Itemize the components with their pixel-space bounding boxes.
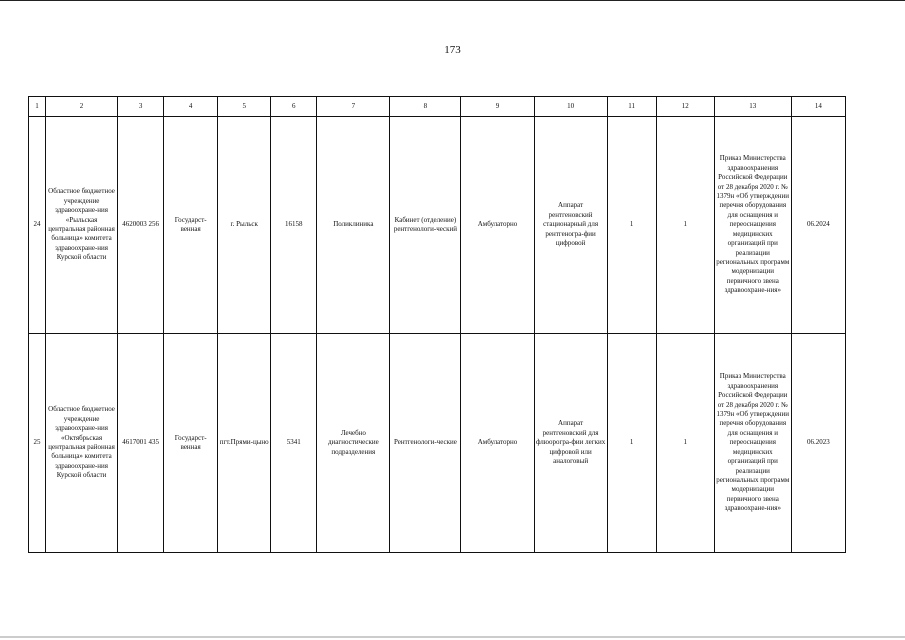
room-cell: Рентгенологи-ческие bbox=[390, 334, 461, 553]
settlement-cell: г. Рыльск bbox=[218, 117, 271, 334]
column-header: 14 bbox=[791, 97, 845, 117]
settlement-cell: пгт.Прями-цыно bbox=[218, 334, 271, 553]
column-header: 9 bbox=[461, 97, 534, 117]
care-type-cell: Амбулаторно bbox=[461, 334, 534, 553]
quantity-cell: 1 bbox=[656, 334, 714, 553]
date-cell: 06.2023 bbox=[791, 334, 845, 553]
inn-cell: 4620003 256 bbox=[118, 117, 164, 334]
date-cell: 06.2024 bbox=[791, 117, 845, 334]
page-number: 173 bbox=[444, 44, 461, 56]
basis-document-cell: Приказ Министерства здравоохранения Российской Федерации от 28 декабря 2020 г. № 1379н «Об утверждении перечня оборудования для оснащения и переоснащения медицинских организаций при реализации региональных программ модернизации первичного звена здравоохране-ния» bbox=[714, 334, 791, 553]
ownership-cell: Государст-венная bbox=[164, 117, 218, 334]
column-header: 4 bbox=[164, 97, 218, 117]
quantity-cell: 1 bbox=[607, 117, 656, 334]
population-cell: 5341 bbox=[271, 334, 317, 553]
ownership-cell: Государст-венная bbox=[164, 334, 218, 553]
column-header: 2 bbox=[46, 97, 118, 117]
column-header: 6 bbox=[271, 97, 317, 117]
population-cell: 16158 bbox=[271, 117, 317, 334]
quantity-cell: 1 bbox=[607, 334, 656, 553]
equipment-cell: Аппарат рентгеновский стационарный для рентгеногра-фии цифровой bbox=[534, 117, 607, 334]
column-header: 5 bbox=[218, 97, 271, 117]
basis-document-cell: Приказ Министерства здравоохранения Российской Федерации от 28 декабря 2020 г. № 1379н «Об утверждении перечня оборудования для оснащения и переоснащения медицинских организаций при реализации региональных программ модернизации первичного звена здравоохране-ния» bbox=[714, 117, 791, 334]
column-header: 1 bbox=[29, 97, 46, 117]
column-header: 10 bbox=[534, 97, 607, 117]
column-header: 7 bbox=[317, 97, 390, 117]
organization-cell: Областное бюджетное учреждение здравоохране-ния «Рыльская центральная районная больница» комитета здравоохране-ния Курской области bbox=[46, 117, 118, 334]
column-header: 11 bbox=[607, 97, 656, 117]
equipment-cell: Аппарат рентгеновский для флюорогра-фии легких цифровой или аналоговый bbox=[534, 334, 607, 553]
row-number: 25 bbox=[29, 334, 46, 553]
inn-cell: 4617001 435 bbox=[118, 334, 164, 553]
unit-cell: Поликлиника bbox=[317, 117, 390, 334]
column-header: 13 bbox=[714, 97, 791, 117]
care-type-cell: Амбулаторно bbox=[461, 117, 534, 334]
column-header: 8 bbox=[390, 97, 461, 117]
equipment-table bbox=[28, 96, 846, 553]
quantity-cell: 1 bbox=[656, 117, 714, 334]
unit-cell: Лечебно диагностические подразделения bbox=[317, 334, 390, 553]
column-number-row bbox=[29, 97, 846, 117]
scan-edge-top bbox=[0, 0, 905, 1]
column-header: 3 bbox=[118, 97, 164, 117]
room-cell: Кабинет (отделение) рентгенологи-ческий bbox=[390, 117, 461, 334]
column-header: 12 bbox=[656, 97, 714, 117]
table-row bbox=[29, 117, 846, 334]
scan-edge-bottom bbox=[0, 636, 905, 638]
row-number: 24 bbox=[29, 117, 46, 334]
table-row bbox=[29, 334, 846, 553]
organization-cell: Областное бюджетное учреждение здравоохране-ния «Октябрьская центральная районная больница» комитета здравоохране-ния Курской области bbox=[46, 334, 118, 553]
